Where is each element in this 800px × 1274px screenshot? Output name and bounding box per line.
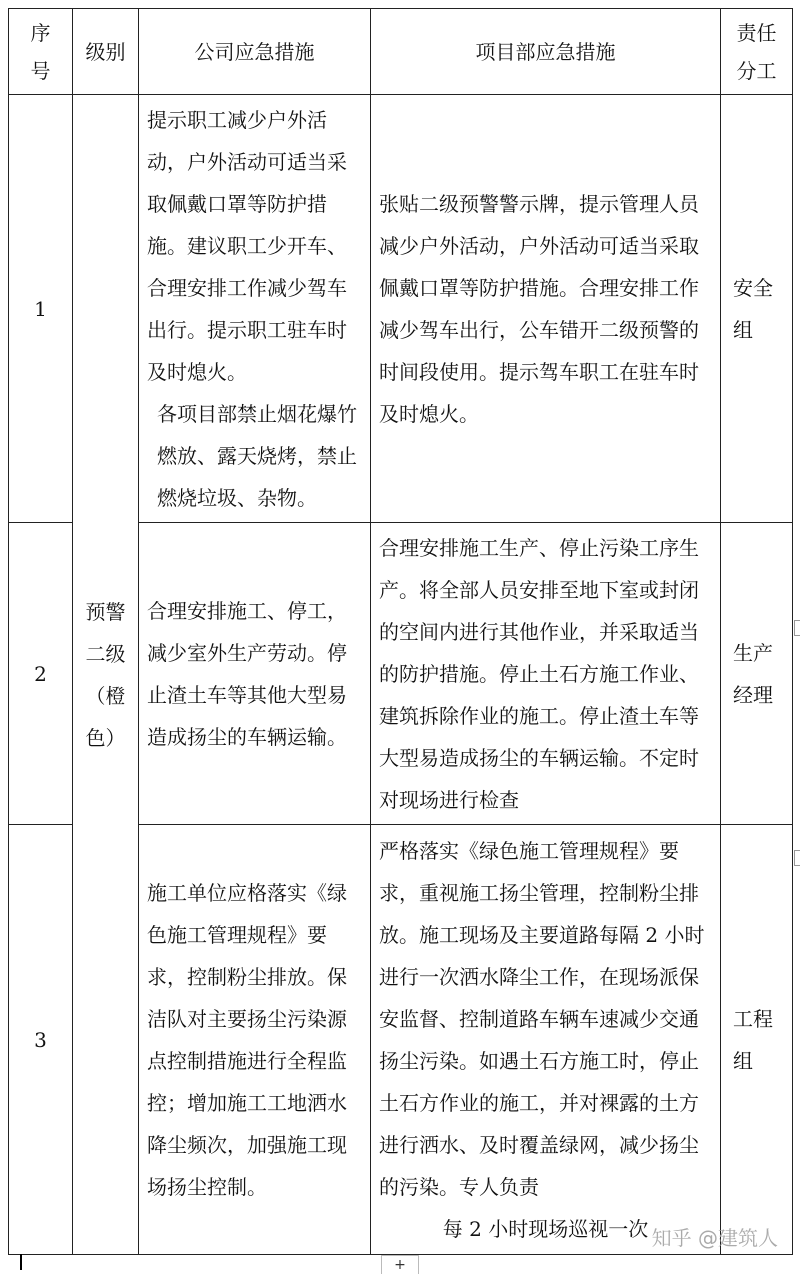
project-measure-tail: 每 2 小时现场巡视一次 <box>442 1216 649 1241</box>
row-seq: 2 <box>9 523 73 825</box>
watermark: 知乎 @建筑人 <box>651 1226 778 1250</box>
header-row <box>9 9 793 95</box>
table-row <box>9 95 793 523</box>
responsibility: 生产 经理 <box>721 523 793 825</box>
responsibility: 工程 组 <box>721 825 793 1255</box>
header-project: 项目部应急措施 <box>371 9 721 95</box>
header-company: 公司应急措施 <box>139 9 371 95</box>
project-measure: 合理安排施工生产、停止污染工序生产。将全部人员安排至地下室或封闭的空间内进行其他作业，并采取适当的防护措施。停止土石方施工作业、建筑拆除作业的施工。停止渣土车等大型易造成扬尘的车辆运输。不定时对现场进行检查 <box>371 523 721 825</box>
project-measure-text: 严格落实《绿色施工管理规程》要求，重视施工扬尘管理，控制粉尘排放。施工现场及主要道路每隔 2 小时进行一次洒水降尘工作，在现场派保安监督、控制道路车辆车速减少交通扬尘污染。如遇土石方施工时，停止土石方作业的施工，并对裸露的土方进行洒水、及时覆盖绿网，减少扬尘的污染。专人负责 <box>379 838 705 1199</box>
add-row-button[interactable]: + <box>381 1255 419 1274</box>
company-measure: 合理安排施工、停工，减少室外生产劳动。停止渣土车等其他大型易造成扬尘的车辆运输。 <box>139 523 371 825</box>
header-seq: 序 号 <box>9 9 73 95</box>
text-cursor <box>20 1254 22 1270</box>
company-measure-p2: 各项目部禁止烟花爆竹燃放、露天烧烤，禁止燃烧垃圾、杂物。 <box>157 401 357 510</box>
company-measure <box>139 95 371 523</box>
level-cell: 预警 二级 （橙 色） <box>73 95 139 1255</box>
header-level: 级别 <box>73 9 139 95</box>
row-seq: 1 <box>9 95 73 523</box>
edge-marker <box>794 620 800 636</box>
emergency-measures-table <box>8 8 793 1255</box>
project-measure <box>371 825 721 1255</box>
company-measure: 施工单位应格落实《绿色施工管理规程》要求，控制粉尘排放。保洁队对主要扬尘污染源点控制措施进行全程监控；增加施工工地洒水降尘频次，加强施工现场扬尘控制。 <box>139 825 371 1255</box>
header-resp: 责任 分工 <box>721 9 793 95</box>
responsibility: 安全 组 <box>721 95 793 523</box>
row-seq: 3 <box>9 825 73 1255</box>
company-measure-p1: 提示职工减少户外活动，户外活动可适当采取佩戴口罩等防护措施。建议职工少开车、合理安排工作减少驾车出行。提示职工驻车时及时熄火。 <box>147 107 347 384</box>
edge-marker <box>794 850 800 866</box>
project-measure: 张贴二级预警警示牌，提示管理人员减少户外活动，户外活动可适当采取佩戴口罩等防护措施。合理安排工作减少驾车出行，公车错开二级预警的时间段使用。提示驾车职工在驻车时及时熄火。 <box>371 95 721 523</box>
